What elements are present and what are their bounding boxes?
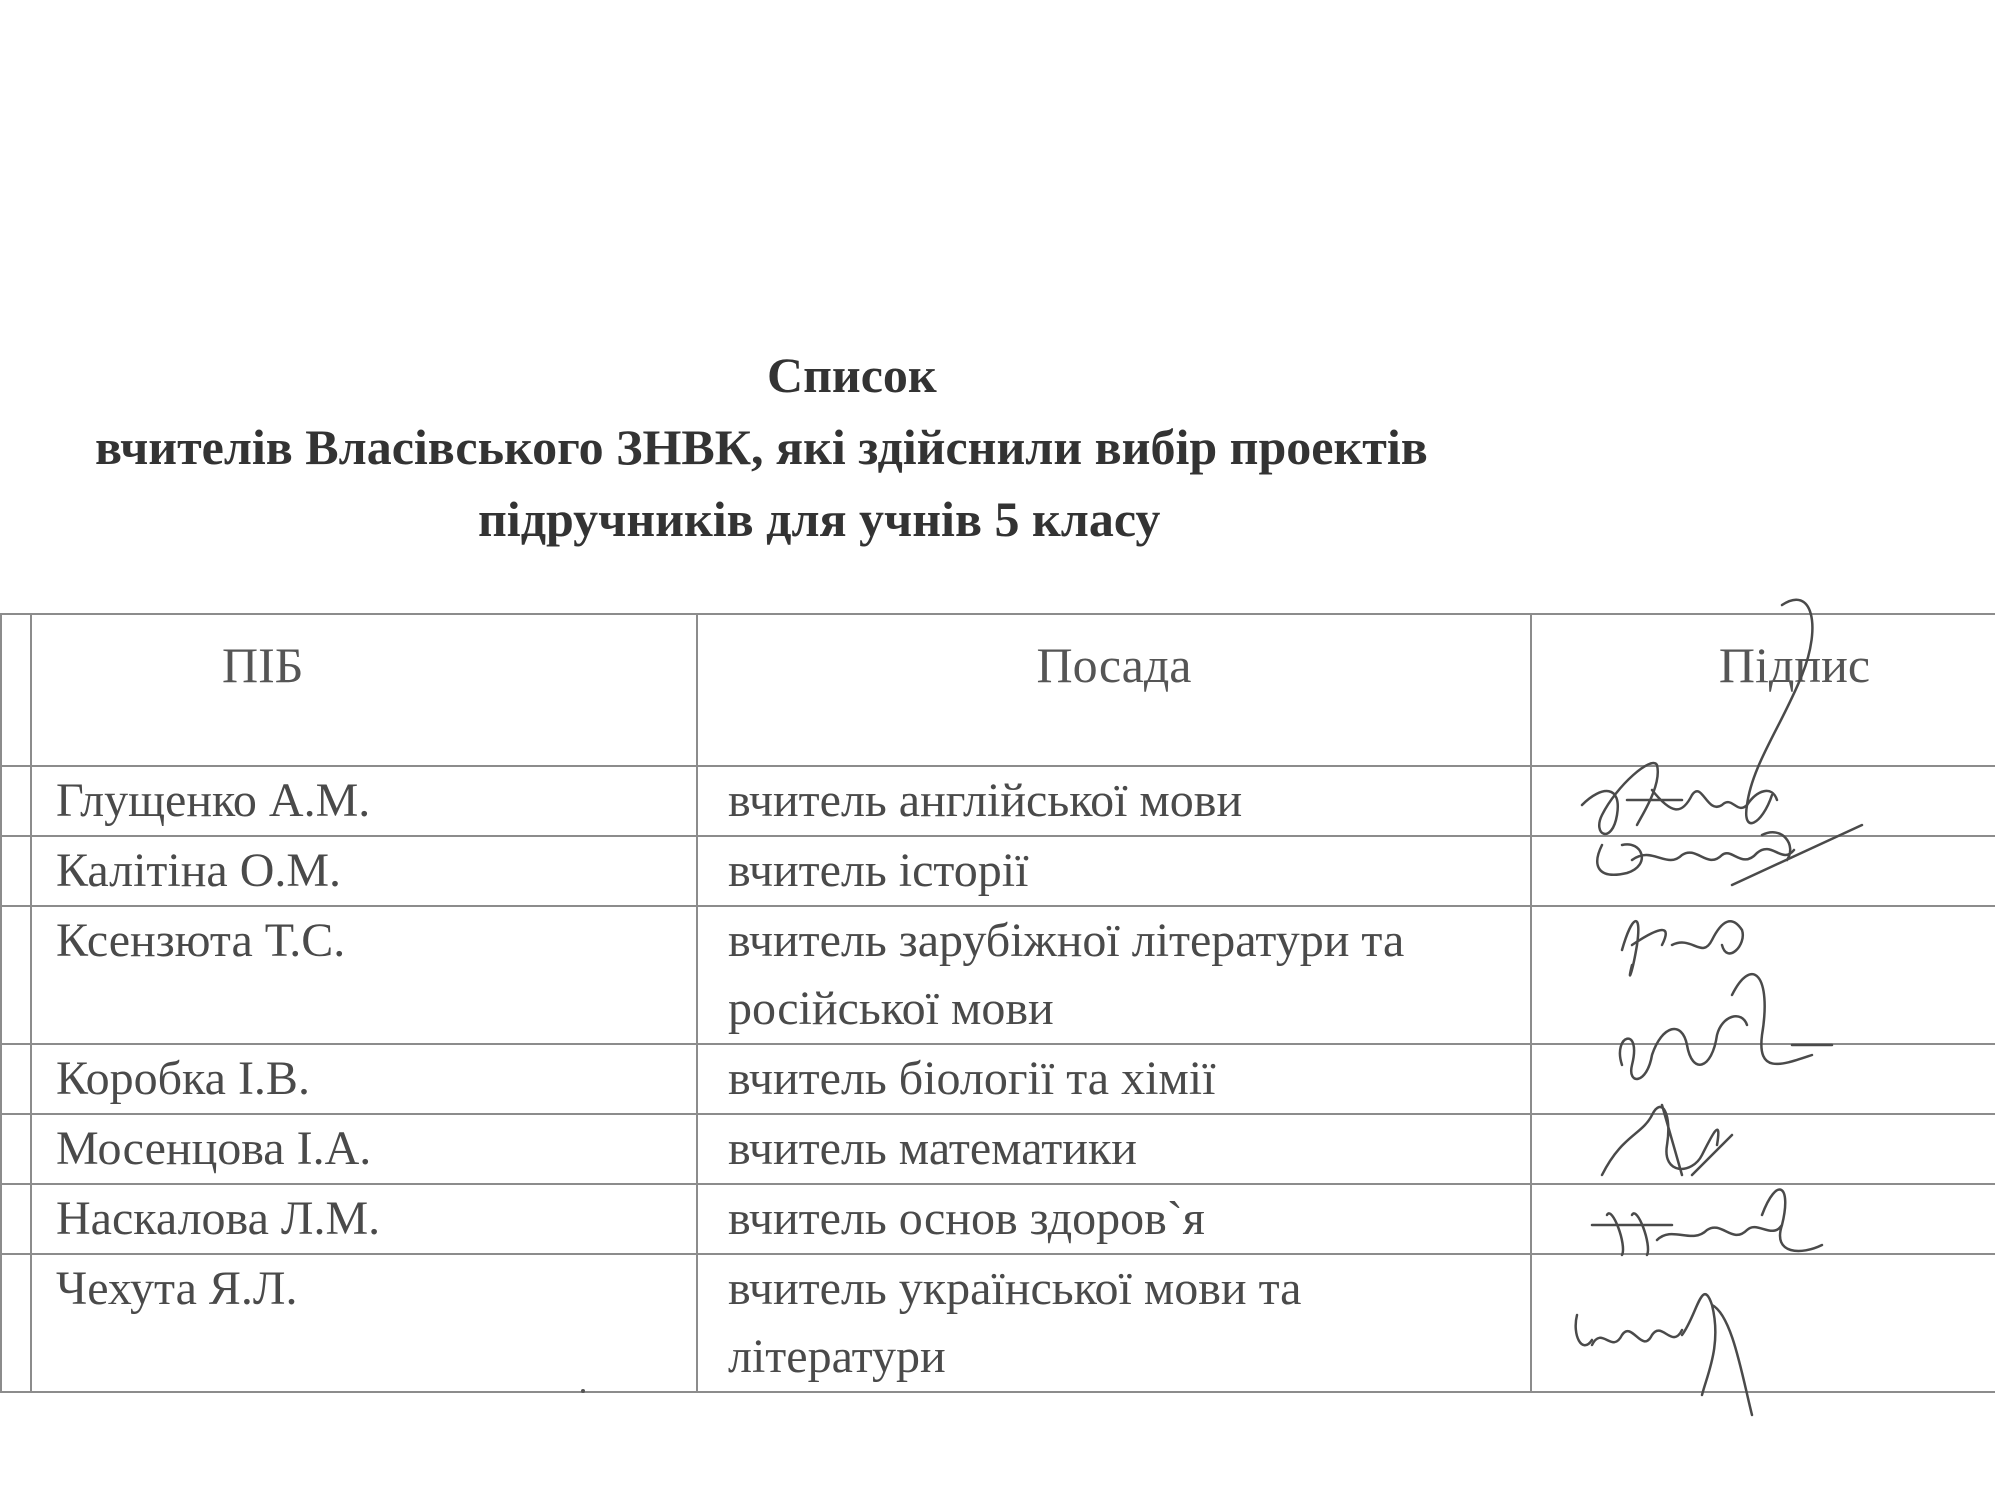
teacher-name: Коробка І.В. <box>56 1052 310 1105</box>
table-row <box>1 1044 1995 1114</box>
table-row <box>1 1114 1995 1184</box>
signature-cell <box>1531 1254 1995 1392</box>
teacher-position: вчитель біології та хімії <box>728 1052 1216 1105</box>
header-position-label: Посада <box>1036 637 1192 693</box>
teacher-position: вчитель основ здоров`я <box>728 1192 1205 1245</box>
title-line-2: вчителів Власівського ЗНВК, які здійснили вибір проектів <box>95 419 1428 475</box>
teacher-position: вчитель української мови та літератури <box>728 1262 1302 1383</box>
header-name-label: ПІБ <box>222 637 304 693</box>
title-line-1: Список <box>767 347 937 403</box>
teacher-position: вчитель математики <box>728 1122 1137 1175</box>
table-row <box>1 1184 1995 1254</box>
signature-cell <box>1531 766 1995 836</box>
table-row <box>1 836 1995 906</box>
number-column-header <box>1 614 31 766</box>
teachers-table <box>0 613 1871 1393</box>
signature-cell <box>1531 1114 1995 1184</box>
signature-cell <box>1531 906 1995 1044</box>
table-row <box>1 1254 1995 1392</box>
teacher-position: вчитель англійської мови <box>728 774 1243 827</box>
teacher-name: Ксензюта Т.С. <box>56 914 346 967</box>
table-row <box>1 766 1995 836</box>
teacher-name: Калітіна О.М. <box>56 844 342 897</box>
signature-cell <box>1531 1184 1995 1254</box>
teacher-position: вчитель історії <box>728 844 1029 897</box>
signature-cell <box>1531 836 1995 906</box>
signature-cell <box>1531 1044 1995 1114</box>
handwritten-signature <box>1532 615 1995 765</box>
table-row <box>1 906 1995 1044</box>
name-column-header <box>31 614 697 766</box>
teacher-position: вчитель зарубіжної літератури та російської мови <box>728 914 1405 1035</box>
signature-column-header <box>1531 614 1995 766</box>
header-signature-label: Підпис <box>1718 637 1871 693</box>
teacher-name: Наскалова Л.М. <box>56 1192 381 1245</box>
teacher-name: Чехута Я.Л. <box>56 1262 298 1315</box>
teacher-name: Мосенцова І.А. <box>56 1122 372 1175</box>
scan-speck <box>581 1389 585 1393</box>
title-line-3: підручників для учнів 5 класу <box>478 491 1161 547</box>
table-header-row <box>1 614 1995 766</box>
position-column-header <box>697 614 1531 766</box>
teacher-name: Глущенко А.М. <box>56 774 371 827</box>
